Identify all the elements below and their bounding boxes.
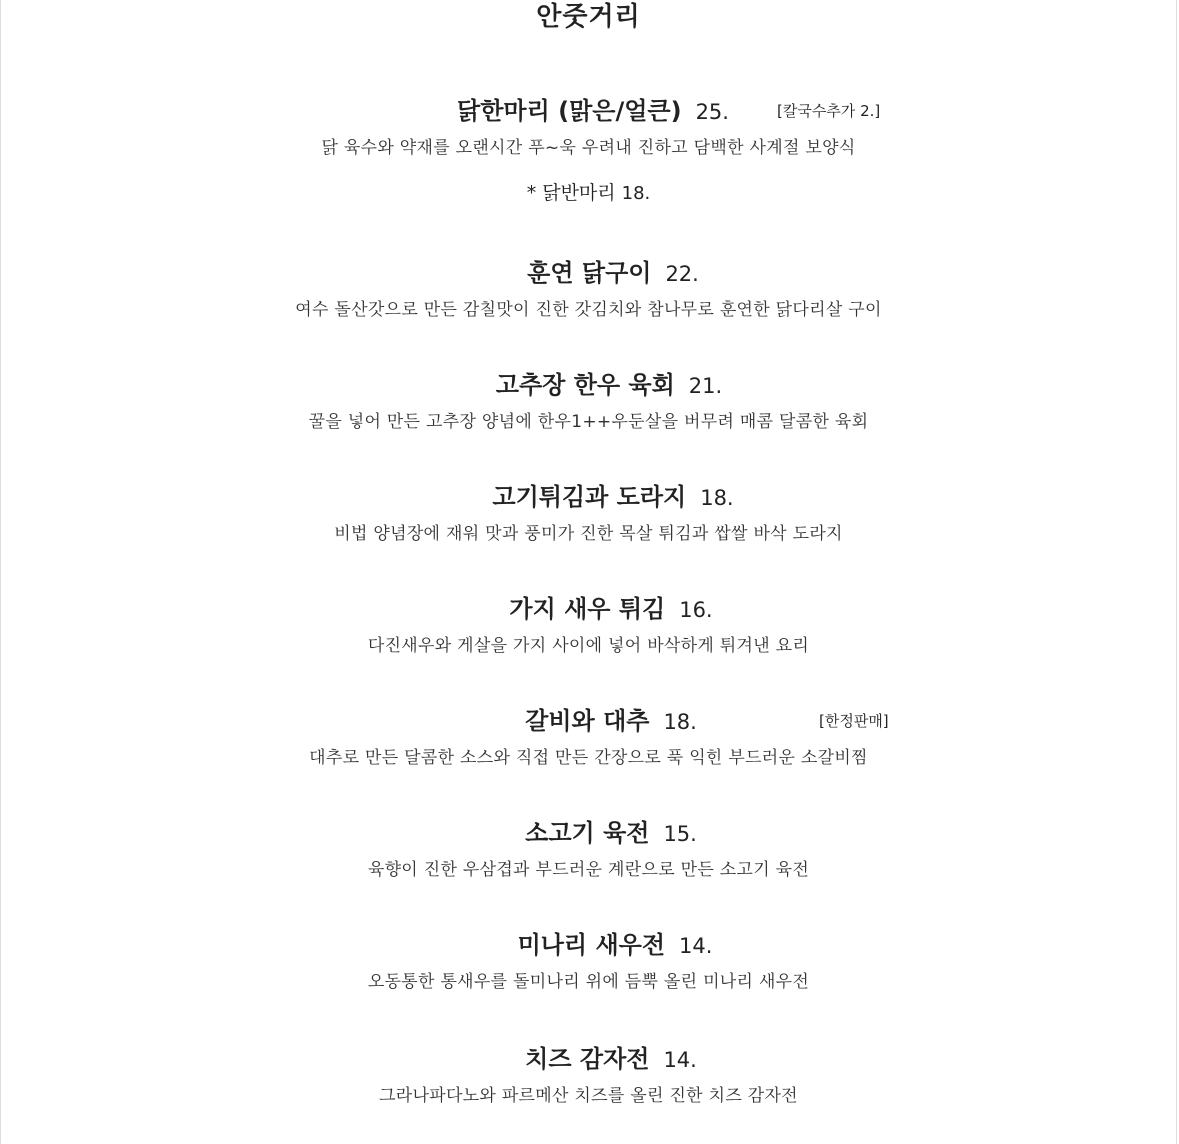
menu-item-price: 14.	[663, 1048, 697, 1072]
menu-item-heading	[1, 704, 1176, 738]
menu-item-price: 14.	[679, 934, 713, 958]
menu-item-description: 닭 육수와 약재를 오랜시간 푸~욱 우려내 진하고 담백한 사계절 보양식	[321, 138, 856, 158]
menu-item-heading	[1, 256, 1176, 290]
menu-item-title	[525, 1042, 697, 1077]
menu-item-price: 25.	[695, 100, 729, 124]
menu-sub-item	[1, 180, 1176, 207]
menu-item-title	[509, 592, 712, 627]
menu-item-name: 닭한마리 (맑은/얼큰)	[457, 97, 682, 125]
menu-sub-item-price: 18.	[621, 183, 651, 204]
menu-item-name: 고기튀김과 도라지	[492, 483, 687, 511]
menu-item-price: 15.	[663, 822, 697, 846]
menu-item-price: 21.	[688, 374, 723, 398]
menu-title: 안줏거리	[536, 2, 641, 32]
menu-item-title	[525, 816, 697, 851]
menu-item-name: 고추장 한우 육회	[495, 371, 675, 399]
menu-item-description: 오동통한 통새우를 돌미나리 위에 듬뿍 올린 미나리 새우전	[367, 972, 810, 992]
menu-item-heading	[1, 94, 1176, 128]
menu-item-heading	[1, 368, 1176, 402]
menu-item-name: 훈연 닭구이	[527, 259, 652, 287]
menu-item-name: 가지 새우 튀김	[509, 595, 666, 623]
menu-item-name: 미나리 새우전	[517, 931, 666, 959]
menu-item-note: [한정판매]	[819, 712, 889, 730]
menu-item-title	[457, 94, 729, 129]
menu-item-heading	[1, 592, 1176, 626]
menu-item-price: 18.	[663, 710, 697, 734]
menu-item-heading	[1, 816, 1176, 850]
menu-item-title	[518, 928, 713, 963]
menu-item-name: 치즈 감자전	[525, 1045, 650, 1073]
menu-item-description: 다진새우와 게살을 가지 사이에 넣어 바삭하게 튀겨낸 요리	[367, 636, 810, 656]
menu-item-price: 22.	[665, 262, 699, 286]
menu-item-title	[492, 480, 733, 515]
menu-item-title	[525, 704, 697, 739]
menu-item-heading	[1, 928, 1176, 962]
menu-item-price: 18.	[700, 486, 734, 510]
menu-item-description: 그라나파다노와 파르메산 치즈를 올린 진한 치즈 감자전	[379, 1086, 798, 1106]
menu-item-description: 대추로 만든 달콤한 소스와 직접 만든 간장으로 푹 익힌 부드러운 소갈비찜	[309, 748, 868, 768]
menu-item-note: [칼국수추가 2.]	[777, 102, 881, 120]
menu-item-heading	[1, 1042, 1176, 1076]
menu-item-description: 여수 돌산갓으로 만든 감칠맛이 진한 갓김치와 참나무로 훈연한 닭다리살 구이	[295, 300, 882, 320]
menu-item-description: 육향이 진한 우삼겹과 부드러운 계란으로 만든 소고기 육전	[367, 860, 810, 880]
menu-item-description: 비법 양념장에 재워 맛과 풍미가 진한 목살 튀김과 쌉쌀 바삭 도라지	[334, 524, 843, 544]
menu-item-heading	[1, 480, 1176, 514]
menu-item-name: 소고기 육전	[525, 819, 650, 847]
menu-item-description: 꿀을 넣어 만든 고추장 양념에 한우1++우둔살을 버무려 매콤 달콤한 육회	[308, 412, 869, 432]
menu-sub-item-name: * 닭반마리	[526, 182, 616, 204]
menu-item-title	[496, 368, 722, 403]
menu-item-name: 갈비와 대추	[525, 707, 650, 735]
menu-item-title	[527, 256, 699, 291]
menu-item-price: 16.	[679, 598, 713, 622]
